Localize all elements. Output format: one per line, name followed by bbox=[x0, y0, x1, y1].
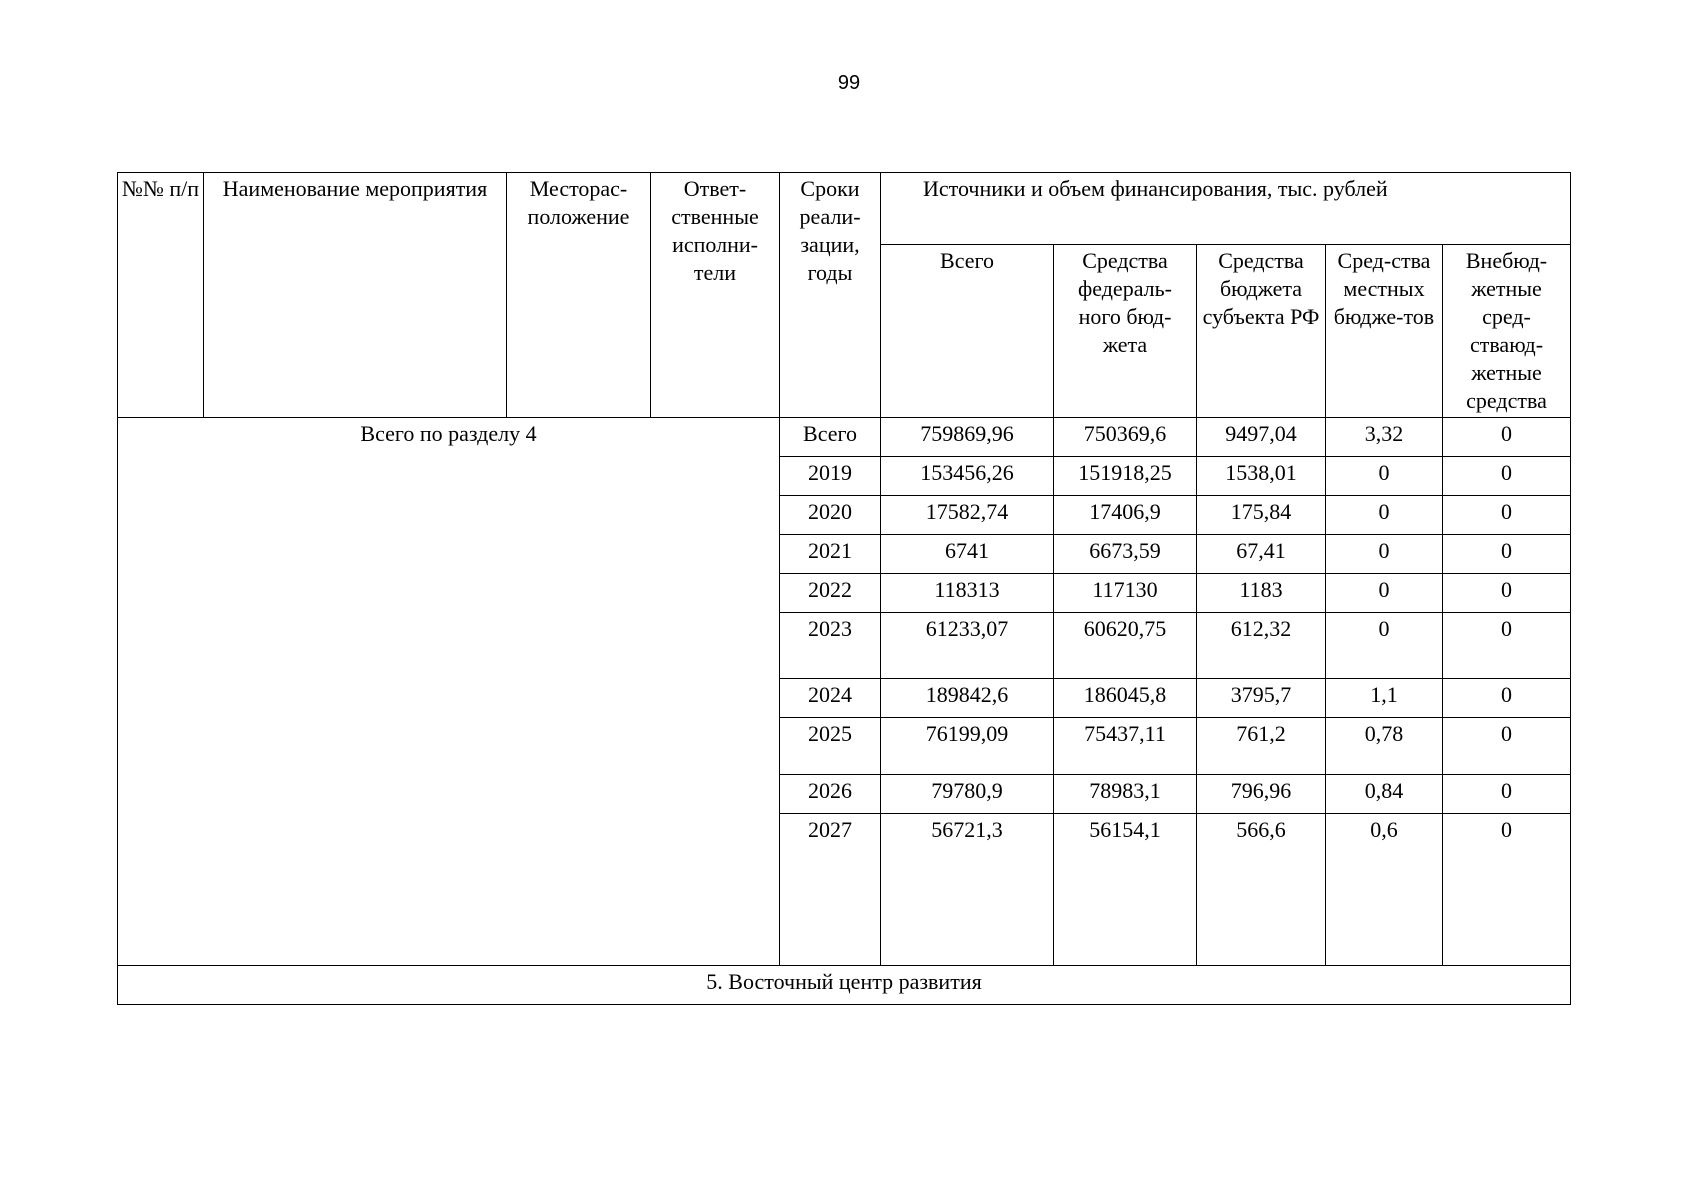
cell-total: 6741 bbox=[881, 535, 1054, 574]
cell-federal: 17406,9 bbox=[1054, 496, 1197, 535]
header-regional: Средства бюджета субъекта РФ bbox=[1197, 245, 1326, 418]
cell-extra: 0 bbox=[1443, 613, 1571, 679]
header-num: №№ п/п bbox=[118, 173, 204, 418]
cell-period: 2024 bbox=[780, 679, 881, 718]
cell-local: 0 bbox=[1326, 613, 1443, 679]
cell-total: 61233,07 bbox=[881, 613, 1054, 679]
cell-period: 2023 bbox=[780, 613, 881, 679]
cell-period: 2027 bbox=[780, 814, 881, 966]
cell-extra: 0 bbox=[1443, 457, 1571, 496]
cell-total: 17582,74 bbox=[881, 496, 1054, 535]
cell-local: 0 bbox=[1326, 457, 1443, 496]
cell-regional: 175,84 bbox=[1197, 496, 1326, 535]
cell-total: 759869,96 bbox=[881, 418, 1054, 457]
cell-total: 76199,09 bbox=[881, 718, 1054, 775]
cell-extra: 0 bbox=[1443, 574, 1571, 613]
cell-local: 0,6 bbox=[1326, 814, 1443, 966]
cell-regional: 761,2 bbox=[1197, 718, 1326, 775]
header-federal: Средства федераль-ного бюд-жета bbox=[1054, 245, 1197, 418]
cell-local: 0 bbox=[1326, 574, 1443, 613]
cell-federal: 186045,8 bbox=[1054, 679, 1197, 718]
funding-table bbox=[117, 172, 1571, 1005]
next-section-title: 5. Восточный центр развития bbox=[118, 966, 1571, 1005]
header-total: Всего bbox=[881, 245, 1054, 418]
cell-period: 2025 bbox=[780, 718, 881, 775]
cell-federal: 60620,75 bbox=[1054, 613, 1197, 679]
header-period: Сроки реали-зации, годы bbox=[780, 173, 881, 418]
section-total-label: Всего по разделу 4 bbox=[118, 418, 780, 966]
section-title-row bbox=[118, 966, 1571, 1005]
header-sources: Источники и объем финансирования, тыс. рублей bbox=[881, 173, 1571, 245]
page-number: 99 bbox=[837, 72, 861, 94]
cell-regional: 67,41 bbox=[1197, 535, 1326, 574]
cell-federal: 117130 bbox=[1054, 574, 1197, 613]
cell-extra: 0 bbox=[1443, 775, 1571, 814]
cell-regional: 9497,04 bbox=[1197, 418, 1326, 457]
cell-regional: 566,6 bbox=[1197, 814, 1326, 966]
cell-regional: 1183 bbox=[1197, 574, 1326, 613]
cell-period: 2022 bbox=[780, 574, 881, 613]
cell-local: 3,32 bbox=[1326, 418, 1443, 457]
cell-federal: 750369,6 bbox=[1054, 418, 1197, 457]
header-local: Сред-ства местных бюдже-тов bbox=[1326, 245, 1443, 418]
cell-regional: 1538,01 bbox=[1197, 457, 1326, 496]
cell-regional: 612,32 bbox=[1197, 613, 1326, 679]
cell-federal: 75437,11 bbox=[1054, 718, 1197, 775]
cell-regional: 3795,7 bbox=[1197, 679, 1326, 718]
cell-extra: 0 bbox=[1443, 814, 1571, 966]
cell-extra: 0 bbox=[1443, 496, 1571, 535]
table-row bbox=[118, 418, 1571, 457]
cell-regional: 796,96 bbox=[1197, 775, 1326, 814]
cell-federal: 151918,25 bbox=[1054, 457, 1197, 496]
cell-extra: 0 bbox=[1443, 418, 1571, 457]
cell-extra: 0 bbox=[1443, 535, 1571, 574]
header-row-1 bbox=[118, 173, 1571, 245]
cell-local: 1,1 bbox=[1326, 679, 1443, 718]
header-responsible: Ответ-ственные исполни-тели bbox=[651, 173, 780, 418]
cell-local: 0,84 bbox=[1326, 775, 1443, 814]
cell-period: 2020 bbox=[780, 496, 881, 535]
cell-local: 0 bbox=[1326, 496, 1443, 535]
cell-extra: 0 bbox=[1443, 679, 1571, 718]
cell-extra: 0 bbox=[1443, 718, 1571, 775]
cell-federal: 6673,59 bbox=[1054, 535, 1197, 574]
cell-total: 56721,3 bbox=[881, 814, 1054, 966]
cell-total: 118313 bbox=[881, 574, 1054, 613]
cell-federal: 56154,1 bbox=[1054, 814, 1197, 966]
cell-local: 0,78 bbox=[1326, 718, 1443, 775]
cell-period: 2021 bbox=[780, 535, 881, 574]
cell-federal: 78983,1 bbox=[1054, 775, 1197, 814]
cell-local: 0 bbox=[1326, 535, 1443, 574]
cell-period: Всего bbox=[780, 418, 881, 457]
cell-period: 2026 bbox=[780, 775, 881, 814]
header-name: Наименование мероприятия bbox=[204, 173, 507, 418]
cell-total: 153456,26 bbox=[881, 457, 1054, 496]
header-location: Месторас-положение bbox=[507, 173, 651, 418]
cell-total: 189842,6 bbox=[881, 679, 1054, 718]
cell-total: 79780,9 bbox=[881, 775, 1054, 814]
cell-period: 2019 bbox=[780, 457, 881, 496]
header-extra: Внебюд-жетные сред-стваюд-жетные средства bbox=[1443, 245, 1571, 418]
